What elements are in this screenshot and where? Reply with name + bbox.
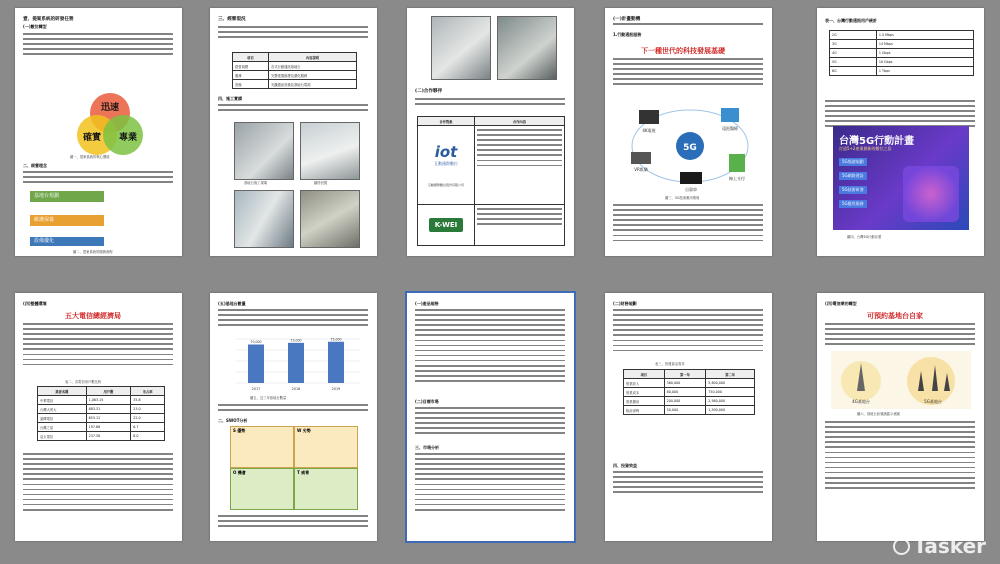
photo-3 bbox=[234, 190, 294, 248]
page-thumb-1[interactable] bbox=[15, 8, 182, 256]
city-illustration bbox=[903, 166, 959, 222]
table-header: 用戶數 bbox=[86, 387, 131, 396]
car-icon bbox=[680, 172, 702, 184]
partner-logo-1: iot bbox=[434, 143, 458, 161]
banner-title: 台灣5G行動計畫 bbox=[839, 136, 915, 147]
text-block bbox=[218, 309, 368, 329]
section-heading: (二)目標市場 bbox=[415, 399, 439, 404]
page-heading: (二)財務規劃 bbox=[613, 301, 637, 306]
node-label: 自駕車 bbox=[685, 187, 697, 192]
page-thumb-8[interactable] bbox=[407, 293, 574, 541]
figure-caption: 圖三、5G技術應用情境 bbox=[665, 196, 700, 200]
figure-caption: 圖一、提案系統的核心價值 bbox=[70, 155, 110, 159]
banner-tag: 5G應用服務 bbox=[839, 200, 867, 208]
table-row: 營業費用 200,000 2,560,000 bbox=[624, 397, 755, 406]
table-header: 第二年 bbox=[706, 370, 755, 379]
section-heading: 二、經營理念 bbox=[23, 163, 47, 168]
table-row: 4G 1 Gbps bbox=[830, 49, 974, 58]
chart-data-label: 75,000 bbox=[330, 337, 342, 342]
chart-bar bbox=[328, 342, 344, 383]
red-title: 五大電信總經濟局 bbox=[65, 312, 121, 320]
table-title: 表三、營運資金需求 bbox=[655, 362, 685, 366]
table-row: 台灣大哥大 683.31 23.0 bbox=[38, 405, 165, 414]
table-row: 營業收入 360,000 5,800,000 bbox=[624, 379, 755, 388]
text-block bbox=[415, 309, 565, 385]
table-row bbox=[418, 205, 565, 246]
table-row bbox=[418, 126, 565, 205]
5g-plan-banner bbox=[833, 126, 969, 230]
banner-tag: 5G技術研發 bbox=[839, 186, 867, 194]
venn-label-2: 確實 bbox=[82, 133, 102, 143]
banner-tag: 5G網路建設 bbox=[839, 172, 867, 180]
tower-illustration bbox=[831, 351, 971, 409]
tasker-watermark bbox=[893, 534, 986, 558]
text-block bbox=[613, 23, 763, 28]
chart-tick-label: 2019 bbox=[331, 387, 341, 391]
section-heading: 四、施工實績 bbox=[218, 96, 242, 101]
page-thumb-6[interactable] bbox=[15, 293, 182, 541]
table-row: 台灣之星 197.68 6.7 bbox=[38, 423, 165, 432]
process-bar-1: 基地台規劃 bbox=[30, 191, 104, 202]
figure-caption: 圖二、提案系統的服務流程 bbox=[73, 250, 113, 254]
tower-label: 4G基地台 bbox=[852, 399, 870, 404]
node-label: 遠距醫療 bbox=[722, 126, 738, 131]
table-header: 合作對象 bbox=[418, 117, 475, 126]
partner-logo-2: K-WEI bbox=[429, 218, 464, 232]
table-row: 營業成本 80,000 750,000 bbox=[624, 388, 755, 397]
page-heading: (五)基地台數量 bbox=[218, 301, 246, 306]
figure-caption: 圖五、近三年基地台數量 bbox=[250, 396, 287, 400]
swot-o: O 機會 bbox=[230, 468, 294, 510]
figure-caption: 圖四、台灣5G行動計畫 bbox=[847, 235, 882, 239]
text-block bbox=[218, 104, 368, 114]
swot-t: T 威脅 bbox=[294, 468, 358, 510]
tv-icon bbox=[639, 110, 659, 124]
partner-caption: 互動國際數位股份有限公司 bbox=[427, 183, 464, 187]
text-block bbox=[613, 204, 763, 245]
spec-table bbox=[829, 30, 974, 76]
text-block bbox=[218, 404, 368, 414]
table-row: 稅前淨利 50,000 1,590,000 bbox=[624, 406, 755, 415]
node-label: 線上支付 bbox=[729, 176, 745, 181]
page-heading: 表一、台灣行動通訊用戶統計 bbox=[825, 18, 877, 23]
table-row: 6G 1 Tbps bbox=[830, 67, 974, 76]
table-row: 服務 完整建置維護及優化服務 bbox=[233, 71, 357, 80]
page-heading: (四)整體環境 bbox=[23, 301, 47, 306]
text-block bbox=[23, 453, 173, 514]
text-block bbox=[218, 26, 368, 41]
venn-label-1: 迅速 bbox=[100, 103, 120, 113]
table-header: 合作內容 bbox=[475, 117, 565, 126]
text-block bbox=[415, 98, 565, 108]
vr-icon bbox=[631, 152, 651, 164]
chart-data-label: 73,000 bbox=[290, 338, 302, 343]
chart-tick-label: 2017 bbox=[251, 387, 261, 391]
venn-diagram bbox=[70, 90, 150, 158]
tasker-logo-icon bbox=[893, 538, 910, 555]
photo-caption: 鐵塔設置 bbox=[314, 181, 328, 185]
page-heading: 三、經營現況 bbox=[218, 17, 246, 22]
table-row: 2G 1.5 Mbps bbox=[830, 31, 974, 40]
table-header: 項目 bbox=[624, 370, 665, 379]
page-subheading: 1.行動通訊服務 bbox=[613, 32, 642, 37]
page-thumb-7[interactable] bbox=[210, 293, 377, 541]
figure-caption: 圖六、基地台訊號涵蓋示意圖 bbox=[857, 412, 900, 416]
chart-bar bbox=[248, 345, 264, 384]
photo-4 bbox=[300, 190, 360, 248]
table-row: 設備 光纖通訊設備及基地台電源 bbox=[233, 80, 357, 89]
text-block bbox=[23, 33, 173, 58]
payment-icon bbox=[729, 154, 745, 172]
table-title: 表二、各電信用戶數比較 bbox=[65, 380, 102, 384]
5g-diagram bbox=[625, 100, 755, 192]
bar-chart bbox=[224, 333, 364, 393]
chart-tick-label: 2018 bbox=[291, 387, 301, 391]
text-block bbox=[23, 171, 173, 186]
process-bar-2: 維護保養 bbox=[30, 215, 104, 226]
page-heading: (一)計畫動機 bbox=[613, 17, 641, 22]
text-block bbox=[415, 407, 565, 438]
red-title: 可預約基地台自家 bbox=[867, 312, 923, 320]
table-header: 第一年 bbox=[664, 370, 706, 379]
text-block bbox=[613, 471, 763, 496]
page-heading: (四)電信業的轉型 bbox=[825, 301, 857, 306]
page-thumb-3[interactable] bbox=[407, 8, 574, 256]
banner-tag: 5G頻譜規劃 bbox=[839, 158, 867, 166]
page-thumb-4[interactable] bbox=[605, 8, 772, 256]
venn-label-3: 專業 bbox=[118, 133, 138, 143]
section-heading: 二、SWOT分析 bbox=[218, 418, 248, 423]
node-label: VR娛樂 bbox=[634, 167, 648, 172]
table-row: 中華電信 1,063.15 35.8 bbox=[38, 396, 165, 405]
partner-logo-1-text: 互動國際數位 bbox=[434, 161, 458, 166]
page-heading: (一)產品規格 bbox=[415, 301, 439, 306]
chart-data-label: 70,000 bbox=[250, 340, 262, 344]
telecom-table bbox=[37, 386, 165, 441]
photo-5 bbox=[431, 16, 491, 80]
page-thumb-5[interactable] bbox=[817, 8, 984, 256]
table-header: 業者名稱 bbox=[38, 387, 87, 396]
table-row: 亞太電信 237.58 8.0 bbox=[38, 432, 165, 441]
text-block bbox=[415, 453, 565, 514]
page-heading: (二)合作夥伴 bbox=[415, 89, 443, 94]
5g-hub-label: 5G bbox=[683, 143, 697, 153]
node-label: 4K電視 bbox=[642, 128, 656, 133]
table-header: 內容說明 bbox=[268, 53, 356, 62]
text-block bbox=[613, 58, 763, 89]
text-block bbox=[825, 323, 975, 348]
info-table bbox=[232, 52, 357, 89]
photo-caption: 基地台施工現場 bbox=[244, 181, 268, 185]
tower-label: 5G基地台 bbox=[924, 399, 942, 404]
section-heading: 三、市場分析 bbox=[415, 445, 439, 450]
photo-1 bbox=[234, 122, 294, 180]
text-block bbox=[23, 323, 173, 369]
text-block bbox=[825, 421, 975, 492]
partner-table bbox=[417, 116, 565, 246]
table-row: 5G 10 Gbps bbox=[830, 58, 974, 67]
red-title: 下一種世代的科技發展基礎 bbox=[641, 47, 725, 55]
process-bar-3: 設備優化 bbox=[30, 237, 104, 246]
table-header: 市占率 bbox=[131, 387, 165, 396]
swot-s: S 優勢 bbox=[230, 426, 294, 468]
text-block bbox=[613, 309, 763, 355]
table-header: 項目 bbox=[233, 53, 269, 62]
text-block bbox=[218, 515, 368, 530]
finance-table bbox=[623, 369, 755, 415]
table-row: 遠傳電信 653.12 22.0 bbox=[38, 414, 165, 423]
medical-icon bbox=[721, 108, 739, 122]
banner-subtitle: 打造5+2產業創新的數位之島 bbox=[839, 146, 892, 151]
chart-bar bbox=[288, 343, 304, 383]
page-thumb-10[interactable] bbox=[817, 293, 984, 541]
table-row: 經營規模 各式行動通訊基地台 bbox=[233, 62, 357, 71]
watermark-text: Tasker bbox=[913, 534, 986, 558]
page-heading: 壹、提案系統的研發任務 bbox=[23, 17, 74, 22]
swot-w: W 劣勢 bbox=[294, 426, 358, 468]
page-subheading: (一)數位轉型 bbox=[23, 24, 47, 29]
section-heading: 四、投資效益 bbox=[613, 463, 637, 468]
table-row: 3G 14 Mbps bbox=[830, 40, 974, 49]
page-thumb-2[interactable] bbox=[210, 8, 377, 256]
photo-2 bbox=[300, 122, 360, 180]
page-thumb-9[interactable] bbox=[605, 293, 772, 541]
photo-6 bbox=[497, 16, 557, 80]
